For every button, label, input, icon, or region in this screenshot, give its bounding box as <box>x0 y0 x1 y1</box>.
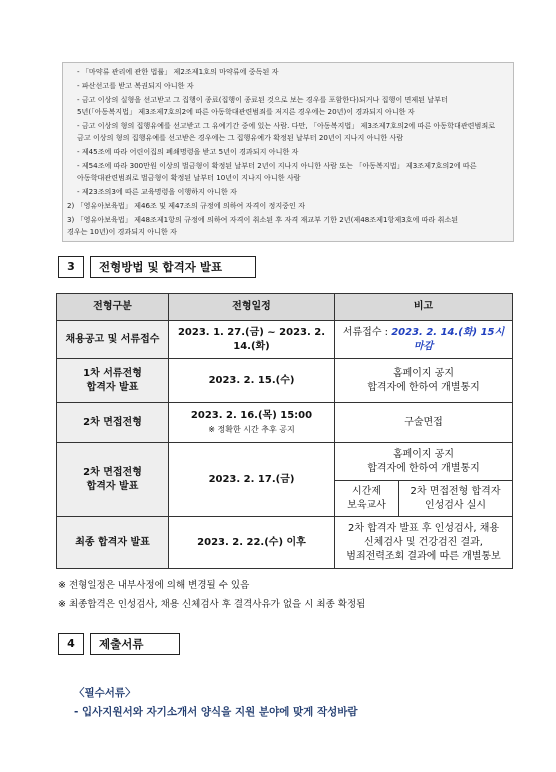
note-line: 5년(「아동복지법」 제3조제7호의2에 따른 아동학대관련범죄를 저지른 경우에는 20년)이 경과되지 아니한 자 <box>77 107 415 116</box>
remark-cell <box>335 517 513 569</box>
remark-cell <box>335 443 513 481</box>
footnote: ※ 최종합격은 인성검사, 채용 신체검사 후 결격사유가 없을 시 최종 확정됨 <box>58 599 366 610</box>
footnote: ※ 전형일정은 내부사정에 의해 변경될 수 있음 <box>58 580 250 591</box>
table-row <box>57 443 513 481</box>
remark-line: 신체검사 및 건강검진 결과, <box>364 536 483 548</box>
date-cell: 2023. 2. 17.(금) <box>169 443 335 517</box>
date-subnote: ※ 정확한 시간 추후 공지 <box>208 424 295 434</box>
remark-line: 2차 면접전형 합격자 <box>410 485 501 497</box>
note-line: - 제23조의3에 따른 교육명령을 이행하지 아니한 자 <box>77 187 237 196</box>
date-cell <box>169 403 335 443</box>
stage-cell <box>57 359 169 403</box>
table-header-row <box>57 294 513 321</box>
deadline-text: 2023. 2. 14.(화) 15시 마감 <box>391 326 505 352</box>
stage-line: 합격자 발표 <box>86 480 139 492</box>
note-line: - 금고 이상의 실형을 선고받고 그 집행이 종료(집행이 종료된 것으로 보는 경우를 포함한다)되거나 집행이 면제된 날부터 <box>77 95 448 104</box>
remark-line: 홈페이지 공지 <box>392 448 455 460</box>
required-docs-line: - 입사지원서와 자기소개서 양식을 지원 분야에 맞게 작성바람 <box>74 706 358 718</box>
stage-line: 2차 면접전형 <box>83 466 142 478</box>
date-cell: 2023. 2. 15.(수) <box>169 359 335 403</box>
section-3-title: 전형방법 및 합격자 발표 <box>90 256 256 278</box>
remark-line: 인성검사 실시 <box>424 499 487 511</box>
section-4-title: 제출서류 <box>90 633 180 655</box>
note-line: 2) 「영유아보육법」 제46조 및 제47조의 규정에 의하여 자격이 정지중인 자 <box>67 201 305 210</box>
date-cell: 2023. 2. 22.(수) 이후 <box>169 517 335 569</box>
note-line: 경우는 10년)이 경과되지 아니한 자 <box>67 227 177 236</box>
stage-line: 합격자 발표 <box>86 381 139 393</box>
section-3-number: 3 <box>58 256 84 278</box>
remark-line: 보육교사 <box>347 499 386 511</box>
table-row <box>57 403 513 443</box>
date-line: 2023. 2. 16.(목) 15:00 <box>190 409 313 421</box>
remark-cell <box>335 321 513 359</box>
remark-line: 홈페이지 공지 <box>392 367 455 379</box>
stage-cell <box>57 443 169 517</box>
table-row <box>57 321 513 359</box>
note-line: - 파산선고를 받고 복권되지 아니한 자 <box>77 81 194 90</box>
note-line: - 「마약류 관리에 관한 법률」 제2조제1호의 마약류에 중독된 자 <box>77 67 279 76</box>
remark-subcell <box>335 481 399 517</box>
remark-line: 시간제 <box>352 485 381 497</box>
required-docs-title: 〈필수서류〉 <box>74 687 136 699</box>
remark-cell <box>335 359 513 403</box>
note-line: 금고 이상의 형의 집행유예를 선고받은 경우에는 그 집행유예가 확정된 날부터 20년이 지나지 아니한 사람 <box>77 133 404 142</box>
header-remarks: 비고 <box>335 294 513 321</box>
disqualification-notes-box <box>62 62 514 242</box>
table-row <box>57 517 513 569</box>
stage-cell: 최종 합격자 발표 <box>57 517 169 569</box>
remark-prefix: 서류접수 : <box>342 326 392 338</box>
remark-line: 범죄전력조회 결과에 따른 개별통보 <box>346 550 501 562</box>
note-line: 3) 「영유아보육법」 제48조제1항의 규정에 의하여 자격이 취소된 후 자격 재교부 기한 2년(제48조제1항제3호에 따라 취소된 <box>67 215 459 224</box>
note-line: - 제54조에 따라 300만원 이상의 벌금형이 확정된 날부터 2년이 지나지 아니한 사람 또는 「아동복지법」 제3조제7호의2에 따른 <box>77 161 477 170</box>
note-line: 아동학대관련범죄로 벌금형이 확정된 날부터 10년이 지나지 아니한 사람 <box>77 173 301 182</box>
table-row <box>57 359 513 403</box>
header-stage: 전형구분 <box>57 294 169 321</box>
date-cell: 2023. 1. 27.(금) ~ 2023. 2. 14.(화) <box>169 321 335 359</box>
note-line: - 제45조에 따라 어린이집의 폐쇄명령을 받고 5년이 경과되지 아니한 자 <box>77 147 299 156</box>
stage-cell: 채용공고 및 서류접수 <box>57 321 169 359</box>
stage-line: 1차 서류전형 <box>83 367 142 379</box>
schedule-table <box>56 293 513 569</box>
remark-cell: 구술면접 <box>335 403 513 443</box>
stage-cell: 2차 면접전형 <box>57 403 169 443</box>
remark-line: 합격자에 한하여 개별통지 <box>367 381 480 393</box>
header-schedule: 전형일정 <box>169 294 335 321</box>
section-4-number: 4 <box>58 633 84 655</box>
remark-line: 합격자에 한하여 개별통지 <box>367 462 480 474</box>
remark-subcell <box>399 481 513 517</box>
note-line: - 금고 이상의 형의 집행유예를 선고받고 그 유예기간 중에 있는 사람. 다만, 「아동복지법」 제3조제7호의2에 따른 아동학대관련범죄로 <box>77 121 496 130</box>
remark-line: 2차 합격자 발표 후 인성검사, 채용 <box>348 522 500 534</box>
